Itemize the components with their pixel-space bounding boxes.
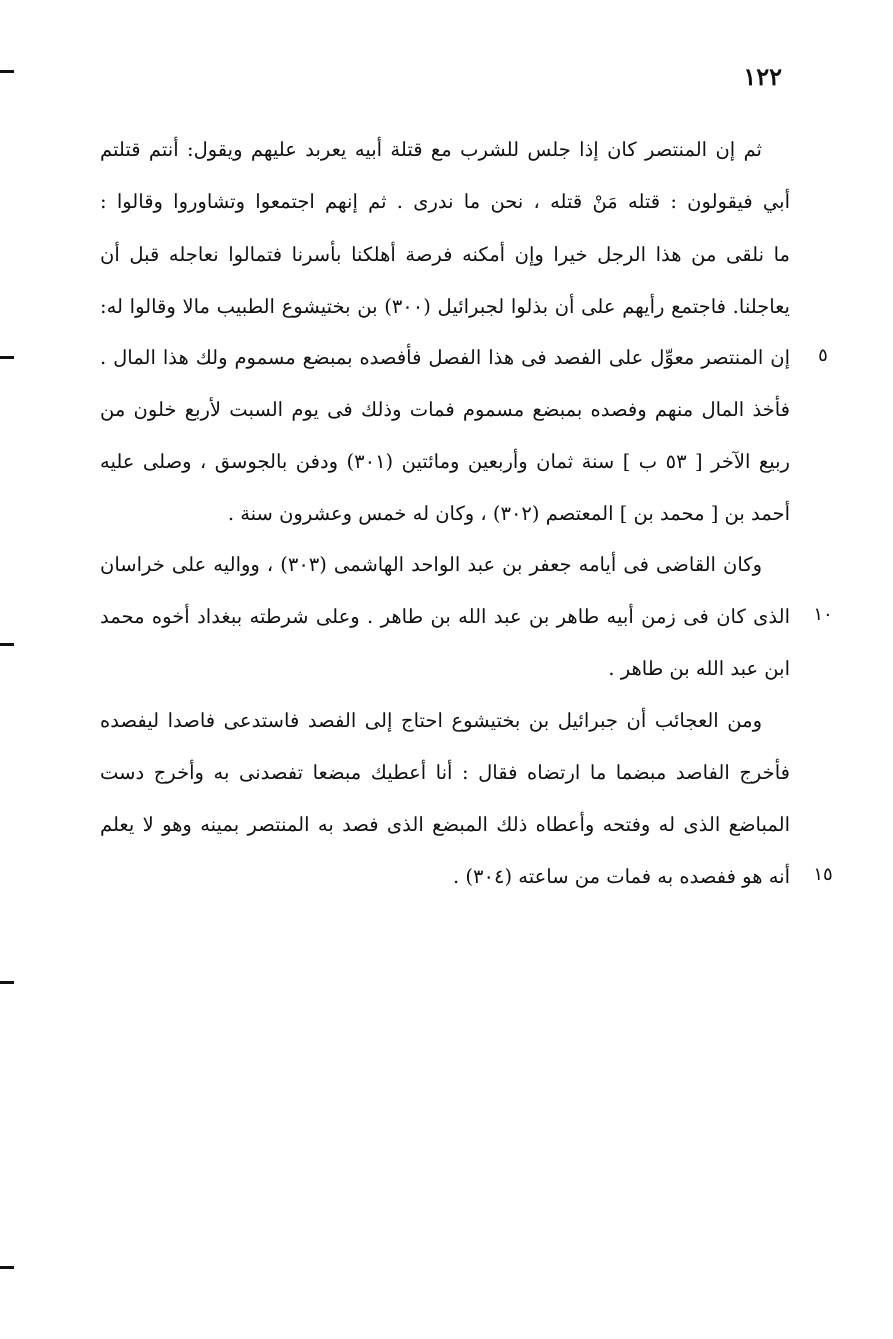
text-line: الذى كان فى زمن أبيه طاهر بن عبد الله بن طاهر . وعلى شرطته ببغداد أخوه محمد — [100, 605, 790, 628]
text-line: أحمد بن [ محمد بن ] المعتصم (٣٠٢) ، وكان له خمس وعشرون سنة . — [227, 502, 790, 525]
text-line: إن المنتصر معوِّل على الفصد فى هذا الفصل فأفصده بمبضع مسموم ولك هذا المال . — [100, 346, 790, 369]
text-line: فأخذ المال منهم وفصده بمبضع مسموم فمات وذلك فى يوم السبت لأربع خلون من — [100, 398, 790, 421]
text-line: ومن العجائب أن جبرائيل بن بختيشوع احتاج إلى الفصد فاستدعى فاصدا ليفصده — [100, 709, 762, 732]
line-number-15: ١٥ — [813, 864, 833, 885]
line-number-5: ٥ — [818, 345, 828, 366]
margin-tick — [0, 643, 14, 646]
text-line: ربيع الآخر [ ٥٣ ب ] سنة ثمان وأربعين ومائتين (٣٠١) ودفن بالجوسق ، وصلى عليه — [100, 450, 790, 473]
margin-tick — [0, 356, 14, 359]
margin-tick — [0, 70, 14, 73]
margin-tick — [0, 981, 14, 984]
text-line: يعاجلنا. فاجتمع رأيهم على أن بذلوا لجبرائيل (٣٠٠) بن بختيشوع الطبيب مالا وقالوا له: — [100, 295, 790, 318]
text-line: ثم إن المنتصر كان إذا جلس للشرب مع قتلة أبيه يعربد عليهم ويقول: أنتم قتلتم — [100, 138, 762, 161]
page-number: ١٢٢ — [743, 62, 782, 91]
text-line: المباضع الذى له وفتحه وأعطاه ذلك المبضع الذى فصد به المنتصر بمينه وهو لا يعلم — [100, 813, 790, 836]
line-number-10: ١٠ — [813, 604, 833, 625]
text-line: فأخرج الفاصد مبضما ما ارتضاه فقال : أنا أعطيك مبضعا تفصدنى به وأخرج دست — [100, 761, 790, 784]
margin-tick — [0, 1266, 14, 1269]
text-line: ما نلقى من هذا الرجل خيرا وإن أمكنه فرصة أهلكنا بأسرنا فتمالوا نعاجله قبل أن — [100, 243, 790, 266]
text-line: أنه هو ففصده به فمات من ساعته (٣٠٤) . — [453, 865, 790, 888]
text-line: وكان القاضى فى أيامه جعفر بن عبد الواحد الهاشمى (٣٠٣) ، وواليه على خراسان — [100, 553, 762, 576]
text-line: أبي فيقولون : قتله مَنْ قتله ، نحن ما ندرى . ثم إنهم اجتمعوا وتشاوروا وقالوا : — [100, 190, 790, 213]
text-line: ابن عبد الله بن طاهر . — [608, 657, 790, 680]
